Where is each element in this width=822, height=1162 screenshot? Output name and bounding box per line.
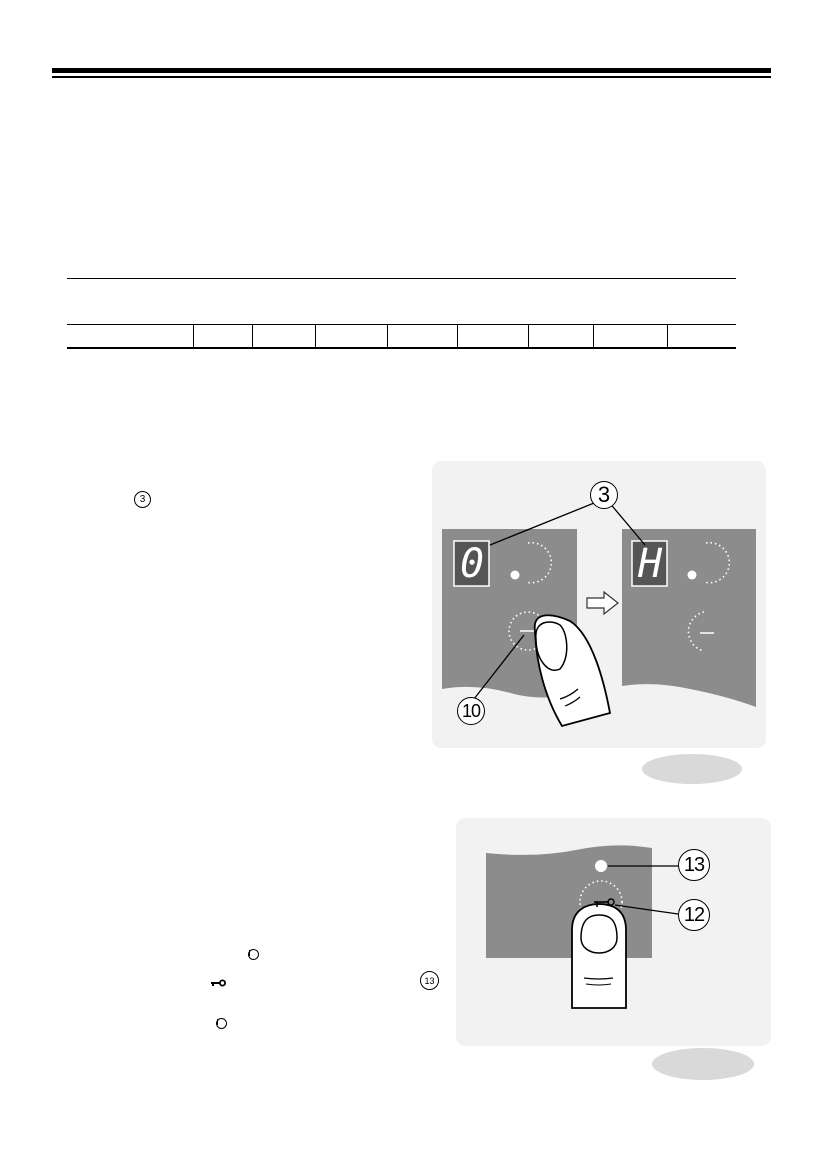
key-icon (210, 978, 226, 988)
table-col-divider (252, 325, 253, 348)
callout-10 (457, 697, 485, 725)
table-col-divider (387, 325, 388, 348)
header-rule-thick (52, 68, 771, 73)
power-icon (248, 949, 259, 960)
callout-ref-13-label: 13 (424, 975, 435, 986)
callout-12 (678, 899, 710, 931)
callout-ref-3 (134, 491, 151, 508)
figure-label-pill (642, 754, 742, 784)
table-col-divider (528, 325, 529, 348)
figure-child-lock (456, 818, 771, 1046)
display-after: H (637, 541, 663, 587)
callout-10-label: 10 (461, 700, 481, 721)
callout-ref-3-label: 3 (139, 494, 146, 505)
callout-12-label: 12 (683, 903, 705, 926)
header-rule-thin (52, 76, 771, 78)
table-col-divider (593, 325, 594, 348)
power-icon (216, 1018, 227, 1029)
table-col-divider (457, 325, 458, 348)
callout-ref-13 (420, 971, 439, 990)
table-bottom-line (67, 347, 736, 349)
table-col-divider (315, 325, 316, 348)
figure-label-pill (652, 1048, 754, 1080)
settings-table (67, 278, 736, 348)
display-before: 0 (459, 541, 485, 587)
callout-13-label: 13 (683, 853, 705, 876)
table-mid-line (67, 324, 736, 325)
callout-3-label: 3 (597, 482, 611, 507)
table-col-divider (667, 325, 668, 348)
table-top-line (67, 278, 736, 279)
callout-13 (678, 849, 710, 881)
figure-display-change (432, 461, 766, 748)
callout-3 (590, 481, 618, 509)
table-col-divider (193, 325, 194, 348)
